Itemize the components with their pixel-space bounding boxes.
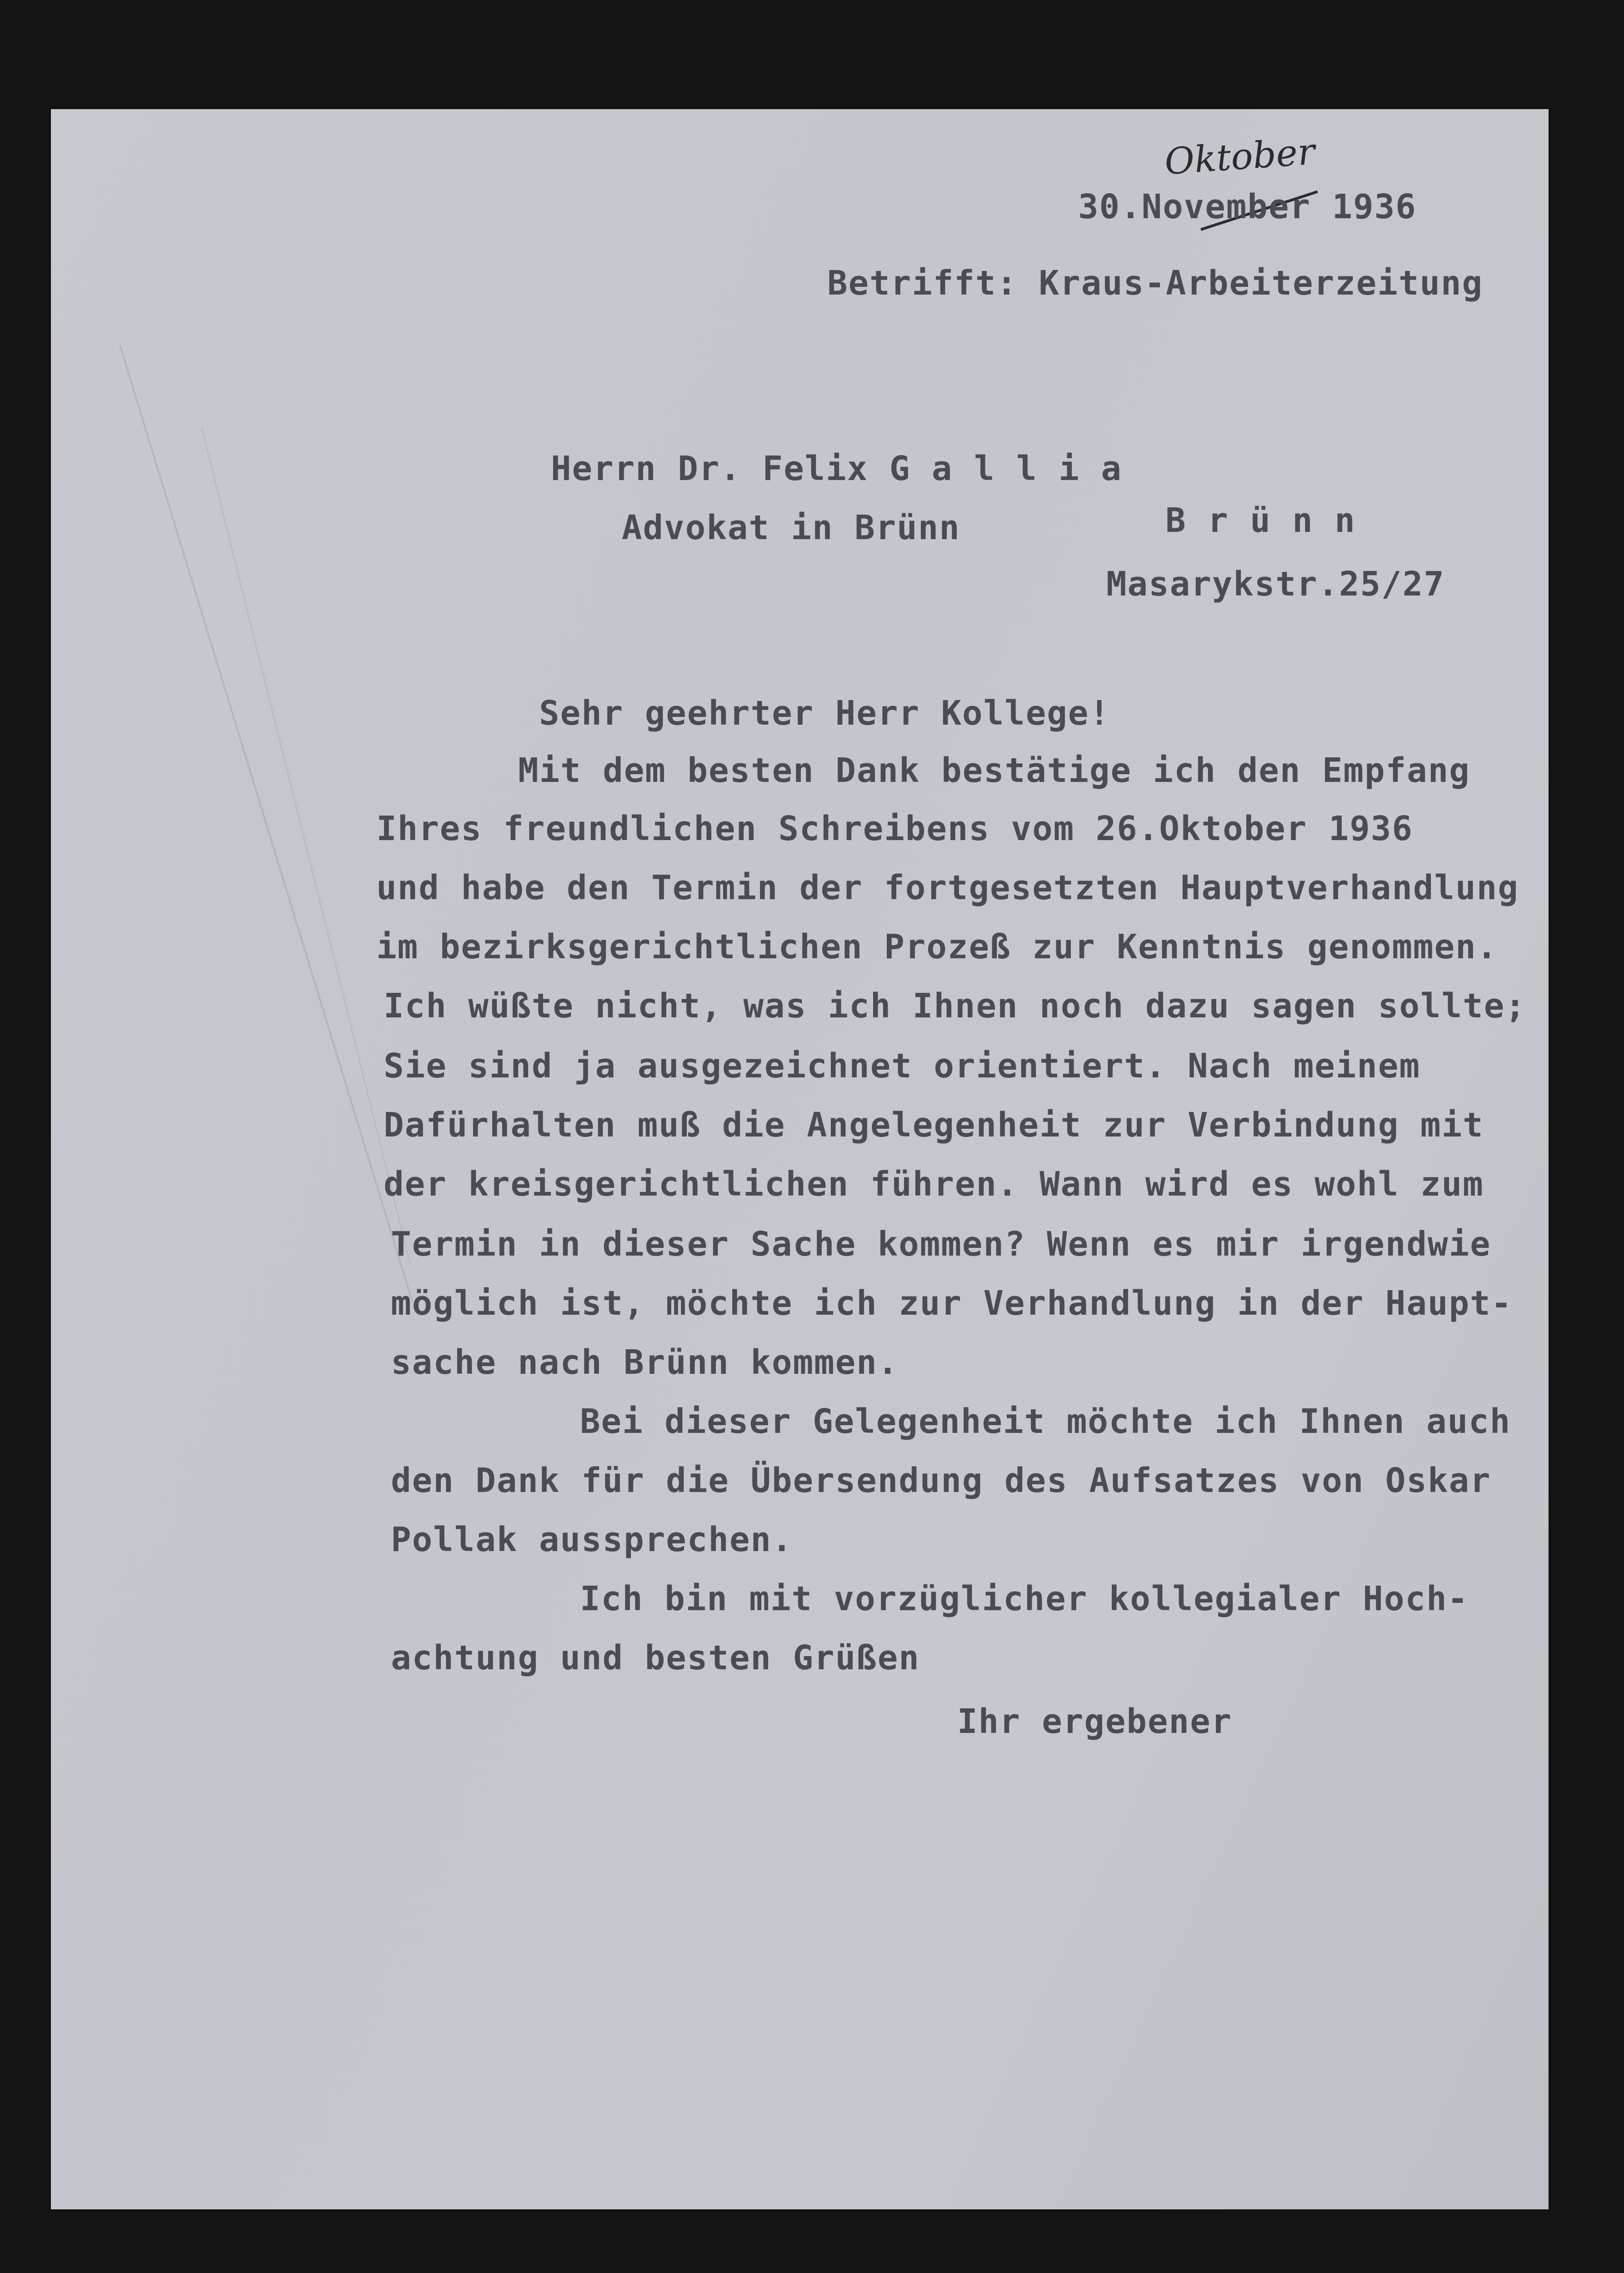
body-line: Ihres freundlichen Schreibens vom 26.Oktober 1936	[376, 809, 1414, 848]
recipient-name: Herrn Dr. Felix G a l l i a	[551, 449, 1122, 488]
body-line: den Dank für die Übersendung des Aufsatzes von Oskar	[391, 1461, 1491, 1500]
body-line: möglich ist, möchte ich zur Verhandlung in der Haupt-	[391, 1284, 1513, 1323]
recipient-city: B r ü n n	[1165, 501, 1356, 540]
body-line: Sie sind ja ausgezeichnet orientiert. Nach meinem	[384, 1046, 1421, 1086]
body-line: Pollak aussprechen.	[391, 1520, 793, 1559]
body-line: Mit dem besten Dank bestätige ich den Empfang	[518, 751, 1470, 790]
paper-crease	[119, 345, 413, 1302]
body-line: Bei dieser Gelegenheit möchte ich Ihnen auch	[580, 1402, 1511, 1441]
body-line: und habe den Termin der fortgesetzten Hauptverhandlung	[376, 868, 1519, 907]
closing: Ihr ergebener	[957, 1702, 1233, 1741]
body-line: im bezirksgerichtlichen Prozeß zur Kenntnis genommen.	[376, 927, 1498, 966]
handwritten-date-correction: Oktober	[1163, 130, 1317, 183]
body-line: Ich bin mit vorzüglicher kollegialer Hoch-	[580, 1579, 1469, 1618]
recipient-title: Advokat in Brünn	[622, 508, 960, 547]
letter-date: 30.November 1936	[1078, 187, 1417, 226]
body-line: Termin in dieser Sache kommen? Wenn es mir irgendwie	[391, 1225, 1491, 1264]
recipient-street: Masarykstr.25/27	[1106, 565, 1445, 604]
letter-sheet	[51, 109, 1549, 2209]
salutation: Sehr geehrter Herr Kollege!	[539, 694, 1110, 733]
body-line: Dafürhalten muß die Angelegenheit zur Verbindung mit	[384, 1106, 1484, 1145]
body-line: Ich wüßte nicht, was ich Ihnen noch dazu sagen sollte;	[384, 986, 1526, 1026]
body-line: der kreisgerichtlichen führen. Wann wird es wohl zum	[384, 1165, 1484, 1204]
body-line: achtung und besten Grüßen	[391, 1638, 920, 1677]
letter-subject: Betrifft: Kraus-Arbeiterzeitung	[827, 264, 1484, 303]
body-line: sache nach Brünn kommen.	[391, 1343, 899, 1382]
